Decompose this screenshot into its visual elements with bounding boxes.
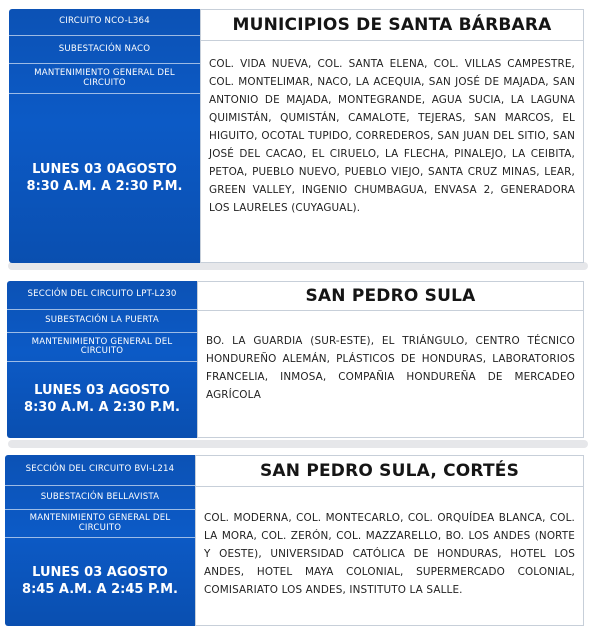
area-title: SAN PEDRO SULA, CORTÉS [196,456,583,487]
maintenance-label: MANTENIMIENTO GENERAL DEL CIRCUITO [5,510,195,538]
schedule-panel [5,455,195,626]
areas-panel [200,9,584,263]
circuit-label: CIRCUITO NCO-L364 [9,9,200,36]
schedule-date: LUNES 03 0AGOSTO [32,161,177,177]
schedule-date: LUNES 03 AGOSTO [32,565,168,581]
circuit-label: SECCIÓN DEL CIRCUITO BVI-L214 [5,455,195,486]
schedule-block [5,538,195,626]
affected-areas: COL. VIDA NUEVA, COL. SANTA ELENA, COL. VILLAS CAMPESTRE, COL. MONTELIMAR, NACO, LA ACEQUIA, SAN JOSÉ DE MAJADA, SAN ANTONIO DE MAJADA, MONTEGRANDE, AGUA SUCIA, LA LAGUNA QUIMISTÁN, QUMISTÁN, CAMALOTE, TEJERAS, SAN MARCOS, EL HIGUITO, OCOTAL TUPIDO, CORREDEROS, SAN JUAN DEL SITIO, SAN JOSÉ DEL CACAO, EL CIRUELO, LA FLECHA, PINALEJO, LA CEIBITA, PETOA, PUEBLO NUEVO, PUEBLO VIEJO, SANTA CRUZ MINAS, LEAR, GREEN VALLEY, INGENIO CHUMBAGUA, ENVASA 2, GENERADORA LOS LAURELES (CUYAGUAL). [209,58,575,214]
affected-areas: BO. LA GUARDIA (SUR-ESTE), EL TRIÁNGULO, CENTRO TÉCNICO HONDUREÑO ALEMÁN, PLÁSTICOS DE HONDURAS, LABORATORIOS FRANCELIA, INMOSA, COMPAÑIA HONDUREÑA DE MERCADEO AGRÍCOLA [206,335,575,401]
area-title: MUNICIPIOS DE SANTA BÁRBARA [201,10,583,41]
schedule-time: 8:45 A.M. A 2:45 P.M. [22,582,178,597]
substation-label: SUBESTACIÓN NACO [9,36,200,64]
notice-card-2 [7,281,584,438]
substation-label: SUBESTACIÓN BELLAVISTA [5,486,195,510]
areas-panel [195,455,584,626]
maintenance-label: MANTENIMIENTO GENERAL DEL CIRCUITO [9,64,200,94]
area-title: SAN PEDRO SULA [198,282,583,311]
affected-areas: COL. MODERNA, COL. MONTECARLO, COL. ORQUÍDEA BLANCA, COL. LA MORA, COL. ZERÓN, COL. MAZZARELLO, BO. LOS ANDES (NORTE Y OESTE), UNIVERSIDAD CATÓLICA DE HONDURAS, HOTEL LOS ANDES, HOTEL MAYA COLONIAL, SUPERMERCADO COLONIAL, COMISARIATO LOS ANDES, INSTITUTO LA SALLE. [204,512,575,596]
schedule-time: 8:30 A.M. A 2:30 P.M. [24,400,180,415]
maintenance-label: MANTENIMIENTO GENERAL DEL CIRCUITO [7,333,197,362]
circuit-label: SECCIÓN DEL CIRCUITO LPT-L230 [7,281,197,310]
notice-card-1 [9,9,584,263]
schedule-date: LUNES 03 AGOSTO [34,383,170,399]
notice-card-3 [5,455,584,626]
areas-panel [197,281,584,438]
schedule-panel [7,281,197,438]
schedule-block [7,362,197,438]
schedule-block [9,94,200,263]
schedule-time: 8:30 A.M. A 2:30 P.M. [26,178,183,194]
schedule-panel [9,9,200,263]
substation-label: SUBESTACIÓN LA PUERTA [7,310,197,333]
